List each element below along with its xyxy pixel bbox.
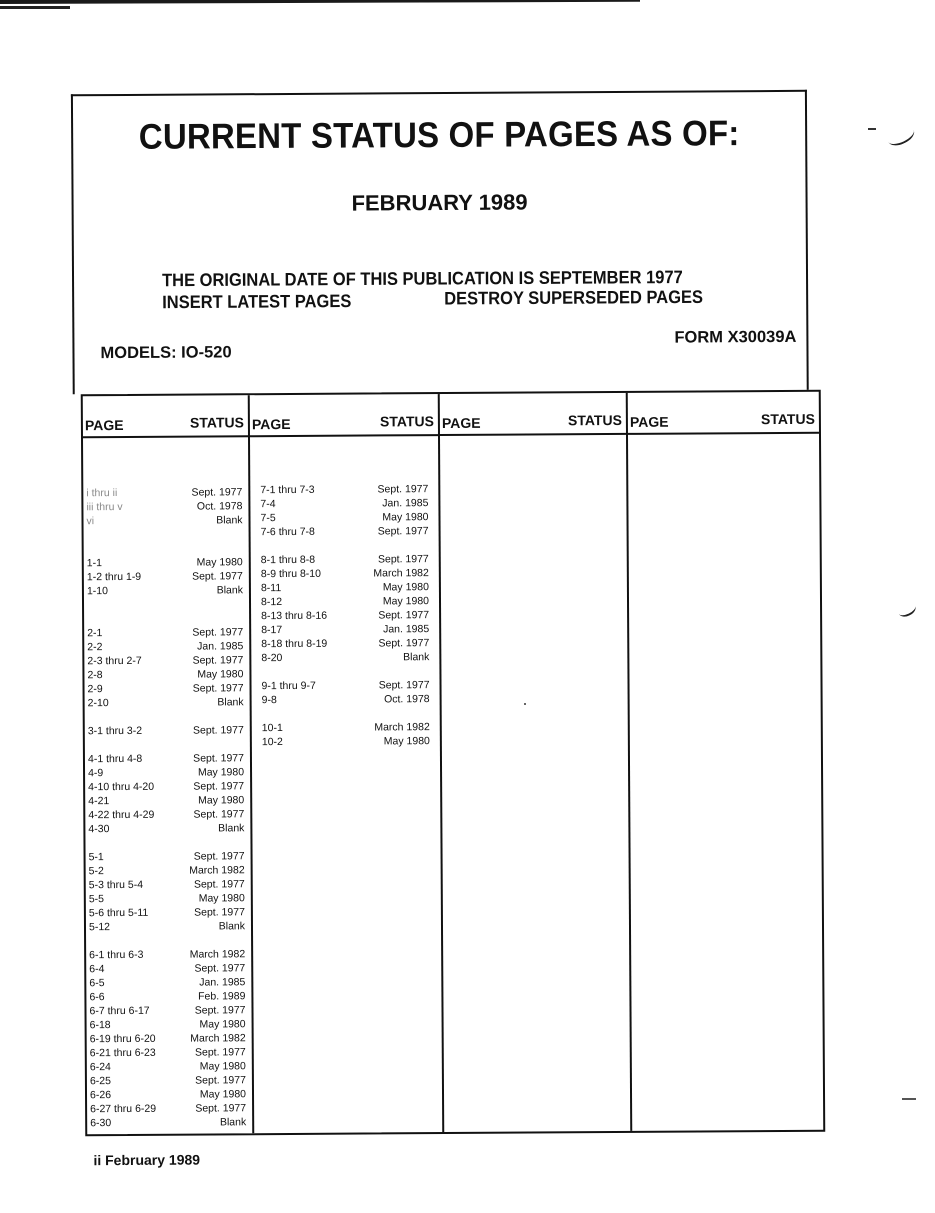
- table-row: [85, 765, 250, 780]
- table-row: [87, 1087, 252, 1102]
- page-cell: 6-6: [89, 991, 105, 1004]
- status-cell: Jan. 1985: [382, 497, 429, 510]
- status-table: [81, 390, 826, 1137]
- status-cell: Sept. 1977: [192, 626, 244, 639]
- page-cell: 1-2 thru 1-9: [86, 570, 142, 584]
- table-row: [85, 779, 250, 794]
- table-row: [86, 961, 251, 976]
- table-row: [252, 692, 440, 707]
- table-row: [87, 1045, 252, 1060]
- status-cell: May 1980: [199, 1060, 246, 1073]
- page-cell: 4-30: [88, 823, 110, 836]
- header-box: [71, 90, 809, 394]
- page-header: PAGE: [84, 416, 124, 434]
- status-cell: Sept. 1977: [194, 1004, 246, 1017]
- table-row: [86, 891, 251, 906]
- status-cell: May 1980: [198, 892, 245, 905]
- table-row: [86, 947, 251, 962]
- table-row: [86, 849, 251, 864]
- table-row: [87, 1059, 252, 1074]
- table-row: [86, 863, 251, 878]
- page-cell: 6-5: [89, 977, 105, 990]
- status-cell: Sept. 1977: [193, 850, 245, 863]
- page-cell: 7-5: [260, 512, 276, 525]
- page-header: PAGE: [251, 415, 291, 433]
- page-cell: 3-1 thru 3-2: [87, 724, 143, 738]
- page-cell: 8-11: [260, 582, 282, 595]
- table-row: [251, 594, 439, 609]
- page-header: PAGE: [441, 414, 481, 432]
- status-cell: Oct. 1978: [384, 693, 430, 706]
- status-cell: Sept. 1977: [192, 570, 243, 583]
- status-cell: Sept. 1977: [193, 780, 245, 793]
- page-cell: 5-2: [88, 865, 104, 878]
- table-row: [251, 580, 439, 595]
- status-cell: Sept. 1977: [195, 1074, 246, 1087]
- table-row: [84, 583, 249, 598]
- status-cell: Sept. 1977: [377, 553, 429, 566]
- table-row: [83, 499, 248, 514]
- status-cell: Sept. 1977: [193, 878, 245, 891]
- page-footer: ii February 1989: [93, 1151, 201, 1169]
- page-title: CURRENT STATUS OF PAGES AS OF:: [138, 112, 740, 157]
- page-cell: i thru ii: [86, 487, 118, 500]
- page-cell: 2-8: [87, 669, 103, 682]
- status-cell: Sept. 1977: [378, 679, 430, 692]
- page-cell: 4-9: [88, 767, 104, 780]
- status-cell: Sept. 1977: [194, 1046, 246, 1059]
- column-header: [628, 392, 819, 435]
- status-cell: May 1980: [197, 766, 245, 779]
- status-cell: Sept. 1977: [378, 637, 430, 650]
- table-row: [85, 807, 250, 822]
- table-row: [86, 877, 251, 892]
- page-cell: 1-1: [86, 557, 102, 570]
- page-cell: 8-12: [260, 596, 283, 609]
- page-cell: 6-19 thru 6-20: [89, 1032, 156, 1046]
- status-cell: Jan. 1985: [197, 640, 244, 653]
- status-cell: May 1980: [197, 668, 244, 681]
- status-cell: March 1982: [189, 948, 246, 961]
- scan-speck: [524, 703, 526, 705]
- status-cell: Sept. 1977: [193, 752, 244, 765]
- status-cell: May 1980: [382, 511, 429, 524]
- page-cell: 6-7 thru 6-17: [89, 1004, 150, 1018]
- status-cell: May 1980: [382, 581, 429, 594]
- status-cell: March 1982: [190, 1032, 246, 1045]
- status-cell: May 1980: [196, 556, 243, 569]
- table-row: [86, 975, 251, 990]
- table-row: [250, 510, 438, 525]
- table-row: [251, 636, 439, 651]
- status-cell: Feb. 1989: [198, 990, 246, 1003]
- status-header: STATUS: [567, 411, 622, 429]
- page-cell: 7-1 thru 7-3: [260, 483, 315, 497]
- status-cell: Blank: [217, 696, 244, 709]
- page-cell: 7-4: [260, 498, 276, 511]
- page-cell: 2-3 thru 2-7: [87, 654, 142, 668]
- status-cell: Sept. 1977: [195, 1102, 247, 1115]
- table-row: [85, 793, 250, 808]
- status-cell: Blank: [218, 920, 246, 933]
- page-cell: 4-1 thru 4-8: [87, 752, 143, 766]
- page-cell: 6-27 thru 6-29: [90, 1102, 157, 1116]
- table-row: [251, 566, 439, 581]
- page-cell: 6-24: [89, 1061, 111, 1074]
- page-cell: 8-13 thru 8-16: [261, 609, 328, 623]
- table-row: [85, 723, 250, 738]
- column-header: [83, 395, 248, 438]
- pen-mark: [902, 1098, 916, 1100]
- status-cell: Sept. 1977: [191, 486, 243, 499]
- table-row: [250, 496, 438, 511]
- status-cell: Blank: [216, 514, 243, 527]
- table-row: [84, 653, 249, 668]
- page-cell: 2-2: [87, 641, 103, 654]
- status-cell: Sept. 1977: [377, 525, 429, 538]
- page-cell: 6-21 thru 6-23: [89, 1046, 156, 1060]
- status-header: STATUS: [760, 410, 815, 428]
- status-cell: Sept. 1977: [194, 906, 245, 919]
- page-cell: 4-22 thru 4-29: [88, 808, 155, 822]
- form-number: FORM X30039A: [674, 327, 797, 347]
- page-cell: 5-6 thru 5-11: [88, 906, 149, 920]
- status-cell: Blank: [216, 584, 243, 597]
- page-cell: 8-18 thru 8-19: [261, 637, 328, 651]
- page-cell: 6-25: [89, 1075, 111, 1088]
- status-cell: March 1982: [374, 721, 430, 734]
- table-row: [251, 552, 439, 567]
- table-row: [86, 905, 251, 920]
- page-cell: 6-26: [89, 1089, 112, 1102]
- page-cell: 2-10: [87, 697, 109, 710]
- table-row: [86, 989, 251, 1004]
- status-cell: Sept. 1977: [193, 808, 245, 821]
- status-cell: Blank: [403, 651, 430, 664]
- status-cell: March 1982: [373, 567, 429, 580]
- page-cell: iii thru v: [86, 500, 123, 514]
- table-row: [252, 720, 440, 735]
- page-cell: 5-12: [88, 921, 111, 934]
- status-cell: Sept. 1977: [192, 654, 244, 667]
- status-cell: May 1980: [382, 595, 430, 608]
- page-header: PAGE: [629, 413, 669, 430]
- page-cell: 5-5: [88, 893, 105, 906]
- status-cell: Sept. 1977: [377, 483, 429, 496]
- status-cell: Jan. 1985: [383, 623, 430, 636]
- table-row: [86, 1003, 251, 1018]
- page-cell: 6-18: [89, 1019, 111, 1032]
- table-row: [251, 608, 439, 623]
- table-column-1: [83, 395, 255, 1134]
- table-row: [87, 1031, 252, 1046]
- page-cell: 1-10: [86, 585, 108, 598]
- table-row: [83, 513, 248, 528]
- table-row: [251, 524, 439, 539]
- table-row: [87, 1017, 252, 1032]
- table-row: [84, 569, 249, 584]
- page-cell: 2-1: [87, 627, 103, 640]
- page-cell: 8-1 thru 8-8: [260, 553, 316, 567]
- table-row: [84, 681, 249, 696]
- page-cell: 9-8: [261, 694, 277, 707]
- page-cell: 7-6 thru 7-8: [260, 525, 315, 539]
- page-cell: 4-10 thru 4-20: [88, 780, 155, 794]
- page-cell: 8-20: [261, 652, 283, 665]
- status-cell: Sept. 1977: [192, 724, 244, 737]
- table-row: [85, 695, 250, 710]
- table-row: [83, 485, 248, 500]
- table-row: [87, 1115, 252, 1130]
- page-cell: 6-30: [90, 1117, 112, 1130]
- table-row: [84, 555, 249, 570]
- status-cell: Blank: [219, 1116, 247, 1129]
- status-cell: Sept. 1977: [192, 682, 244, 695]
- page-cell: vi: [86, 515, 95, 528]
- table-row: [87, 1073, 252, 1088]
- status-cell: Blank: [218, 822, 245, 835]
- table-row: [251, 650, 439, 665]
- status-date: FEBRUARY 1989: [351, 189, 528, 216]
- page-cell: 8-9 thru 8-10: [260, 567, 321, 581]
- page-cell: 5-1: [88, 851, 104, 864]
- table-column-2: [250, 394, 445, 1133]
- page-cell: 6-1 thru 6-3: [89, 948, 144, 962]
- table-column-3: [440, 393, 633, 1132]
- table-row: [86, 919, 251, 934]
- status-cell: May 1980: [198, 794, 245, 807]
- status-cell: Oct. 1978: [196, 500, 243, 513]
- pen-mark: [868, 128, 876, 130]
- column-header: [440, 393, 626, 436]
- table-column-4: [628, 392, 824, 1131]
- status-header: STATUS: [189, 414, 244, 431]
- destroy-instruction: DESTROY SUPERSEDED PAGES: [444, 287, 704, 309]
- original-date-line: THE ORIGINAL DATE OF THIS PUBLICATION IS SEPTEMBER 1977: [161, 267, 683, 291]
- column-header: [250, 394, 438, 437]
- table-row: [84, 639, 249, 654]
- status-cell: Jan. 1985: [199, 976, 246, 989]
- page-cell: 10-2: [261, 736, 283, 749]
- insert-instruction: INSERT LATEST PAGES: [162, 291, 352, 313]
- page-cell: 9-1 thru 9-7: [261, 679, 316, 693]
- table-row: [250, 482, 438, 497]
- table-row: [84, 667, 249, 682]
- page-cell: 2-9: [87, 683, 103, 696]
- table-row: [252, 734, 440, 749]
- table-row: [85, 751, 250, 766]
- page-cell: 8-17: [261, 624, 283, 637]
- status-cell: Sept. 1977: [194, 962, 246, 975]
- table-row: [251, 678, 439, 693]
- status-header: STATUS: [379, 413, 434, 430]
- table-row: [251, 622, 439, 637]
- table-row: [84, 625, 249, 640]
- page-cell: 5-3 thru 5-4: [88, 878, 144, 892]
- models-label: MODELS: IO-520: [100, 343, 232, 363]
- page-cell: 4-21: [88, 795, 110, 808]
- status-cell: May 1980: [199, 1088, 247, 1101]
- page-cell: 6-4: [89, 963, 105, 976]
- status-cell: May 1980: [383, 735, 430, 748]
- table-row: [87, 1101, 252, 1116]
- table-row: [85, 821, 250, 836]
- status-cell: May 1980: [199, 1018, 246, 1031]
- status-cell: Sept. 1977: [378, 609, 430, 622]
- status-cell: March 1982: [189, 864, 245, 877]
- page-cell: 10-1: [261, 722, 283, 735]
